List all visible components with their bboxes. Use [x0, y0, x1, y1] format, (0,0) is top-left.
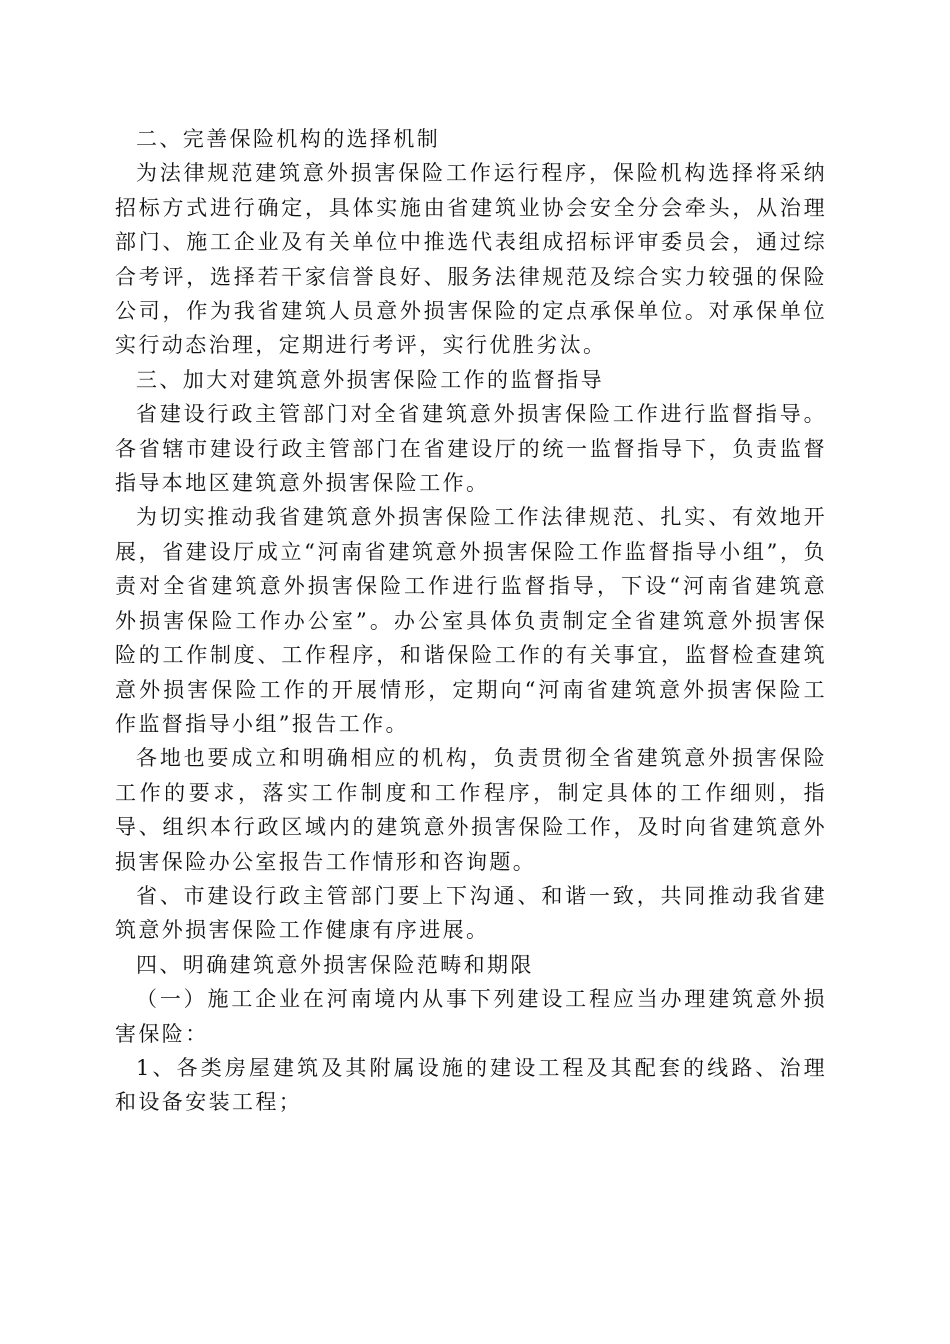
paragraph: 省、市建设行政主管部门要上下沟通、和谐一致，共同推动我省建筑意外损害保险工作健康有序进展。: [115, 883, 827, 943]
document-body: [115, 122, 827, 1120]
section-heading-4: 四、明确建筑意外损害保险范畴和期限: [136, 952, 534, 977]
section-heading-3: 三、加大对建筑意外损害保险工作的监督指导: [136, 367, 604, 392]
paragraph: （一）施工企业在河南境内从事下列建设工程应当办理建筑意外损害保险：: [115, 987, 827, 1046]
list-item: 1、各类房屋建筑及其附属设施的建设工程及其配套的线路、治理和设备安装工程；: [115, 1055, 827, 1115]
paragraph: 各地也要成立和明确相应的机构，负责贯彻全省建筑意外损害保险工作的要求，落实工作制度和工作程序，制定具体的工作细则，指导、组织本行政区域内的建筑意外损害保险工作，及时向省建筑意外损害保险办公室报告工作情形和咨询题。: [115, 746, 827, 874]
paragraph: 为法律规范建筑意外损害保险工作运行程序，保险机构选择将采纳招标方式进行确定，具体实施由省建筑业协会安全分会牵头，从治理部门、施工企业及有关单位中推选代表组成招标评审委员会，通过综合考评，选择若干家信誉良好、服务法律规范及综合实力较强的保险公司，作为我省建筑人员意外损害保险的定点承保单位。对承保单位实行动态治理，定期进行考评，实行优胜劣汰。: [115, 161, 827, 358]
section-heading-2: 二、完善保险机构的选择机制: [136, 127, 441, 151]
paragraph: 省建设行政主管部门对全省建筑意外损害保险工作进行监督指导。各省辖市建设行政主管部门在省建设厅的统一监督指导下，负责监督指导本地区建筑意外损害保险工作。: [115, 402, 827, 496]
paragraph: 为切实推动我省建筑意外损害保险工作法律规范、扎实、有效地开展，省建设厅成立“河南省建筑意外损害保险工作监督指导小组”，负责对全省建筑意外损害保险工作进行监督指导，下设“河南省建筑意外损害保险工作办公室”。办公室具体负责制定全省建筑意外损害保险的工作制度、工作程序，和谐保险工作的有关事宜，监督检查建筑意外损害保险工作的开展情形，定期向“河南省建筑意外损害保险工作监督指导小组”报告工作。: [115, 505, 827, 736]
